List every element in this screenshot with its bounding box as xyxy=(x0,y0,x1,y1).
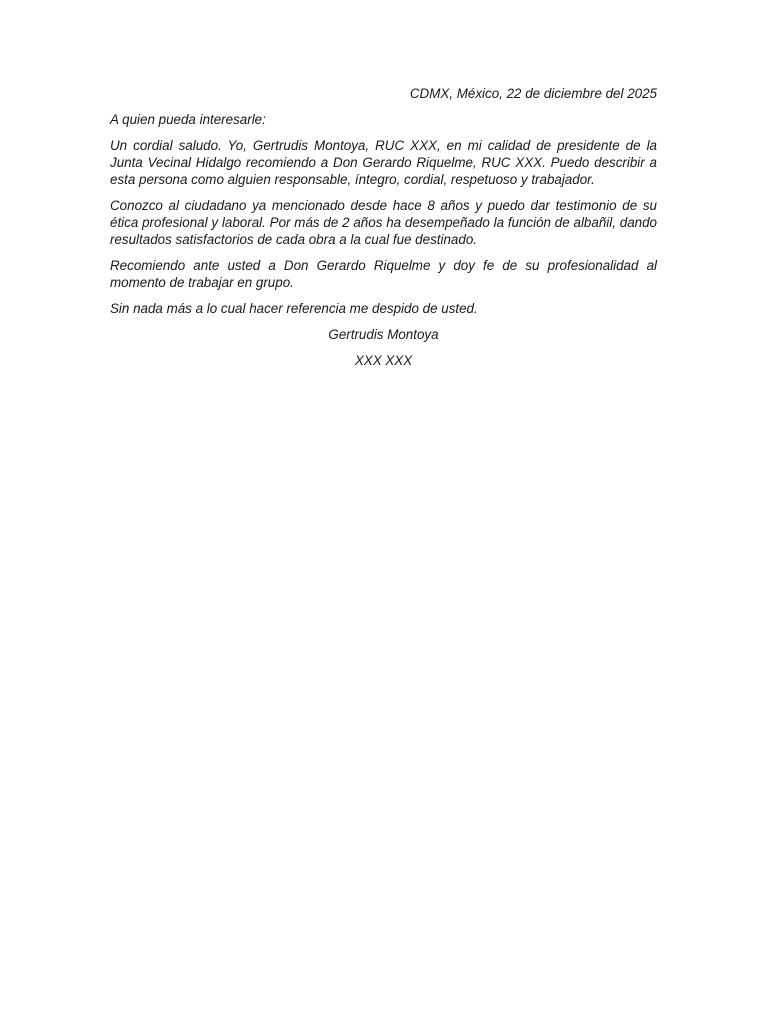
paragraph-introduction: Un cordial saludo. Yo, Gertrudis Montoya, RUC XXX, en mi calidad de presidente de la Junta Vecinal Hidalgo recomiendo a Don Gerardo Riquelme, RUC XXX. Puedo describir a esta persona como alguien responsable, íntegro, cordial, respetuoso y trabajador. xyxy=(110,138,657,187)
closing-line: Sin nada más a lo cual hacer referencia me despido de usted. xyxy=(110,301,478,316)
date-line: CDMX, México, 22 de diciembre del 2025 xyxy=(409,86,657,101)
signature-id: XXX XXX xyxy=(354,353,413,368)
paragraph-recommendation: Recomiendo ante usted a Don Gerardo Riquelme y doy fe de su profesionalidad al momento de trabajar en grupo. xyxy=(110,258,657,290)
recommendation-letter xyxy=(110,85,657,378)
paragraph-testimony: Conozco al ciudadano ya mencionado desde hace 8 años y puedo dar testimonio de su ética profesional y laboral. Por más de 2 años ha desempeñado la función de albañil, dando resultados satisfactorios de cada obra a la cual fue destinado. xyxy=(110,198,657,247)
signature-name: Gertrudis Montoya xyxy=(328,327,439,342)
salutation: A quien pueda interesarle: xyxy=(110,112,266,127)
